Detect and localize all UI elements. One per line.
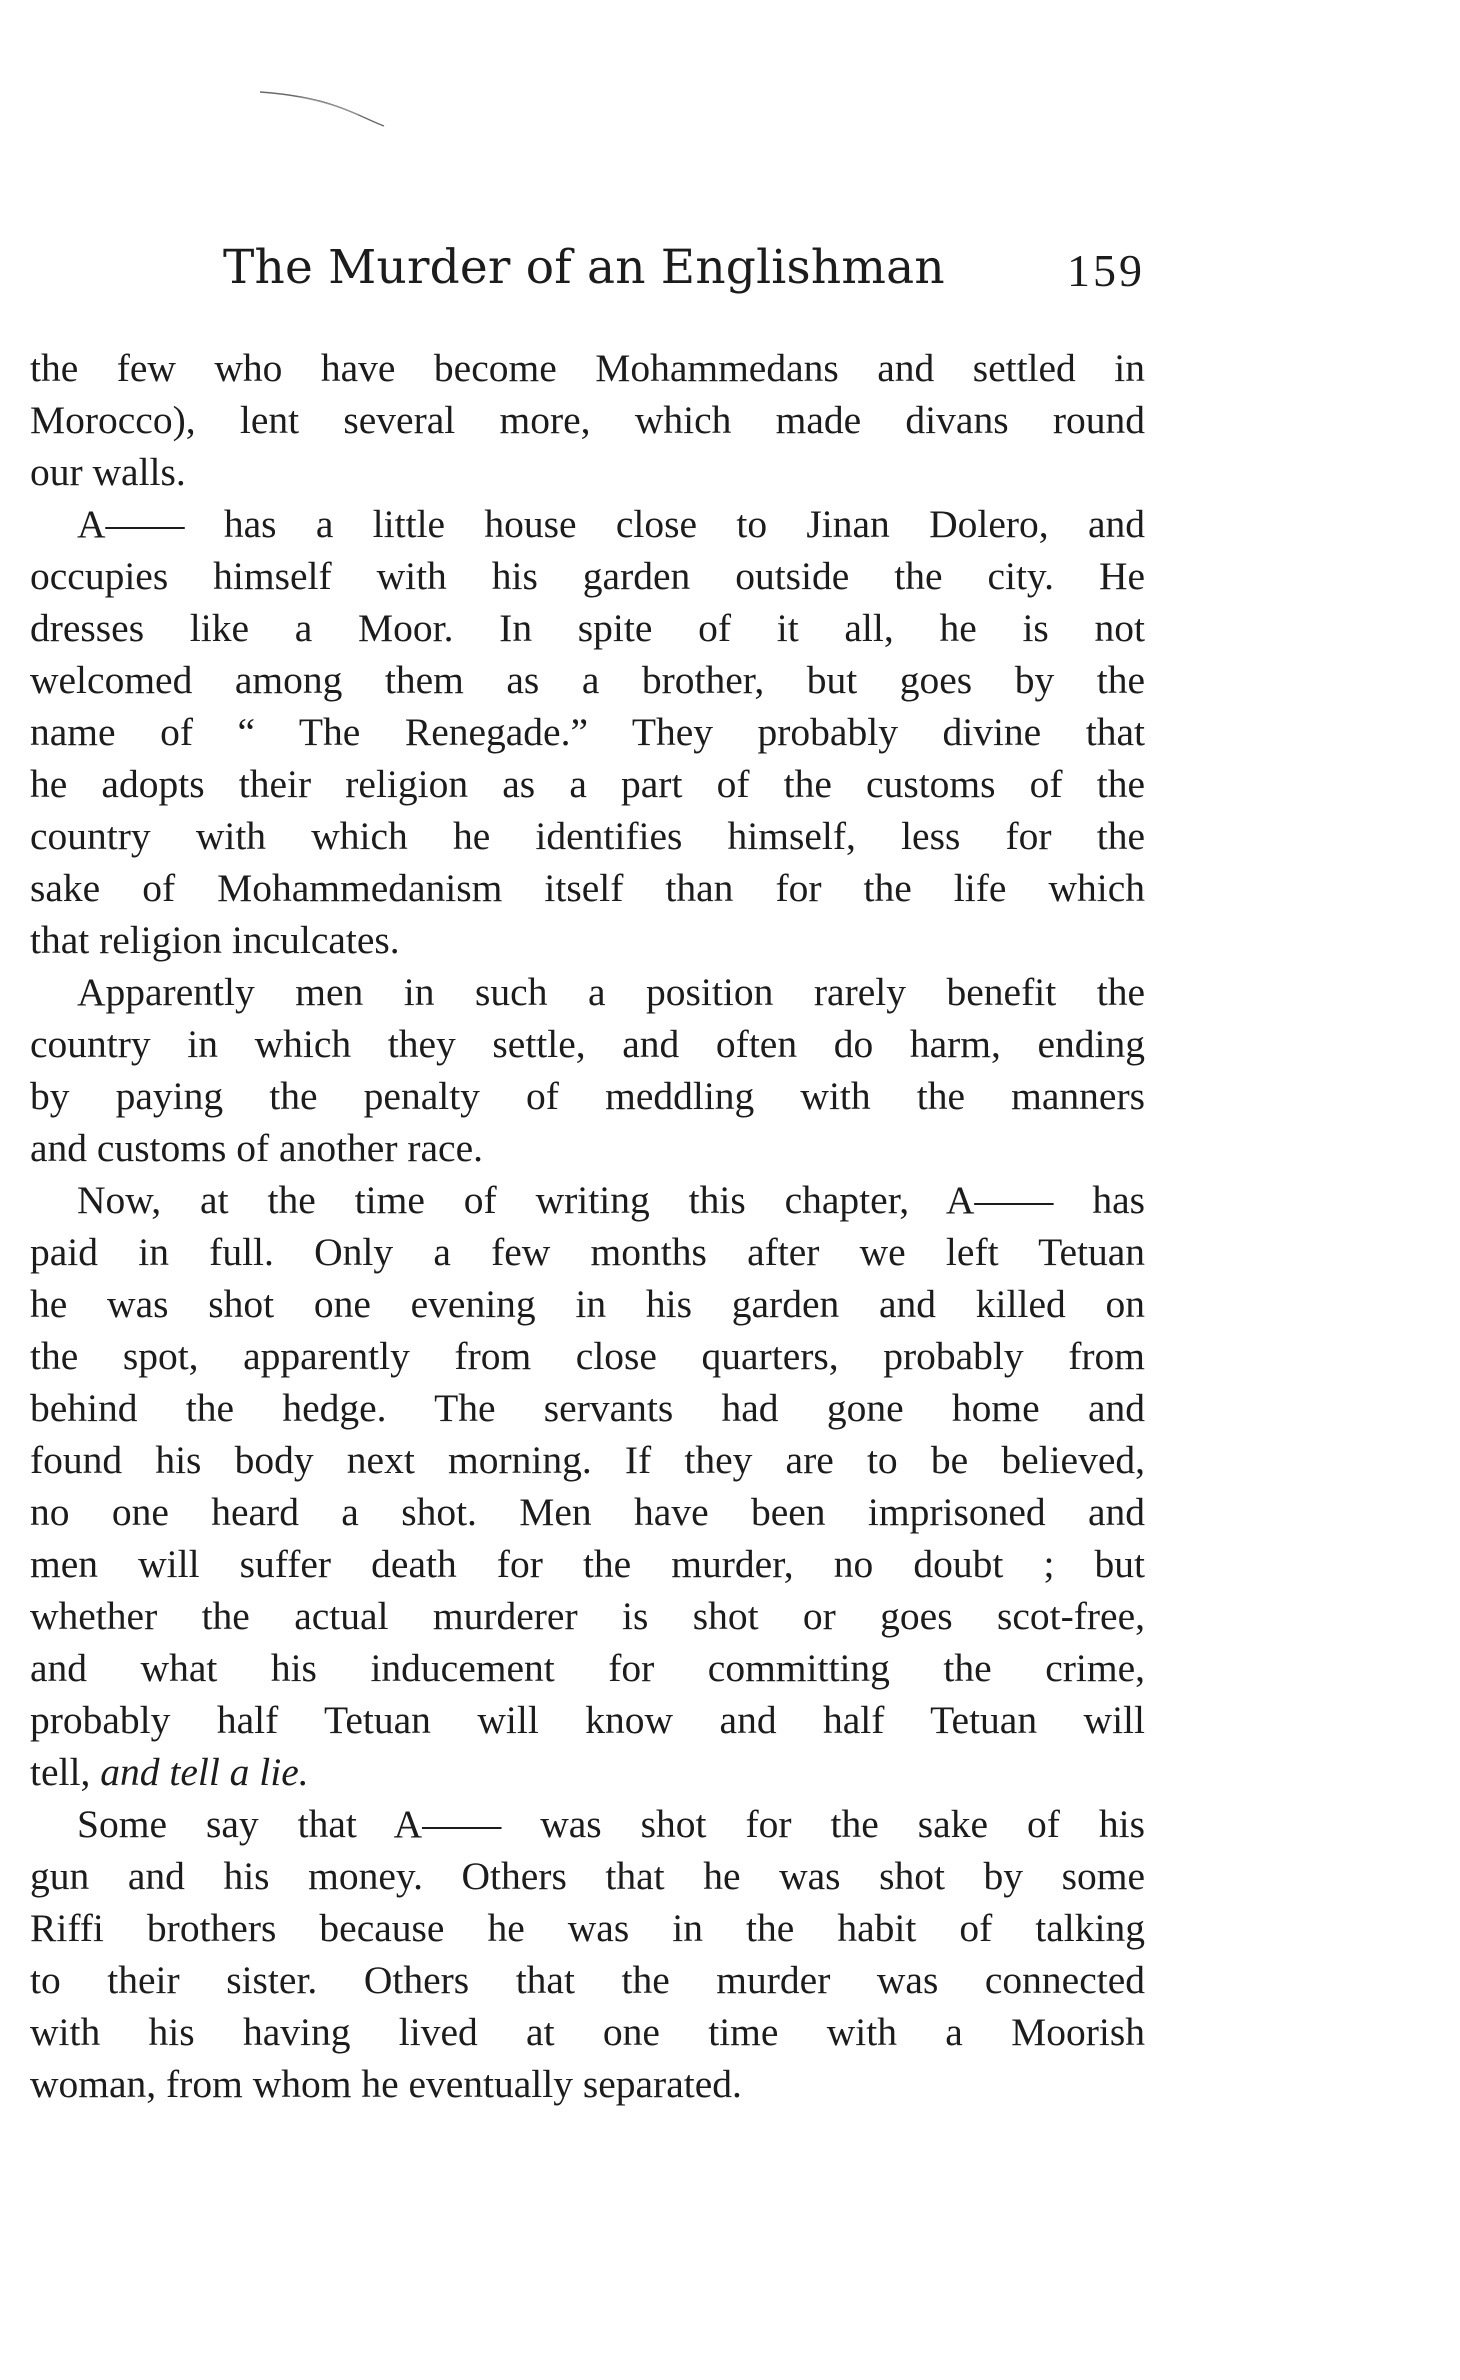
text-line: occupies himself with his garden outside the city. He: [30, 554, 1145, 598]
text-line: and customs of another race.: [30, 1126, 483, 1170]
text-line: Riffi brothers because he was in the habit of talking: [30, 1906, 1145, 1950]
text-line: that religion inculcates.: [30, 918, 400, 962]
text-line: Morocco), lent several more, which made divans round: [30, 398, 1145, 442]
text-line: paid in full. Only a few months after we left Tetuan: [30, 1230, 1145, 1274]
text-line: whether the actual murderer is shot or goes scot-free,: [30, 1594, 1145, 1638]
text-line: behind the hedge. The servants had gone home and: [30, 1386, 1145, 1430]
text-line: men will suffer death for the murder, no doubt ; but: [30, 1542, 1145, 1586]
text-line: he adopts their religion as a part of the customs of the: [30, 762, 1145, 806]
text-line: probably half Tetuan will know and half Tetuan will: [30, 1698, 1145, 1742]
running-head: [30, 240, 1145, 310]
text-line: dresses like a Moor. In spite of it all, he is not: [30, 606, 1145, 650]
text-line: the few who have become Mohammedans and settled in: [30, 346, 1145, 390]
text-line: our walls.: [30, 450, 186, 494]
text-line: welcomed among them as a brother, but goes by the: [30, 658, 1145, 702]
text-line: woman, from whom he eventually separated.: [30, 2062, 742, 2106]
text-line: gun and his money. Others that he was shot by some: [30, 1854, 1145, 1898]
text-line-with-italic: [30, 1746, 1145, 1798]
text-fragment: tell,: [30, 1750, 91, 1794]
text-line: country in which they settle, and often do harm, ending: [30, 1022, 1145, 1066]
text-line: no one heard a shot. Men have been imprisoned and: [30, 1490, 1145, 1534]
text-line: country with which he identifies himself, less for the: [30, 814, 1145, 858]
body-text: [30, 342, 1145, 2110]
text-line: the spot, apparently from close quarters, probably from: [30, 1334, 1145, 1378]
paragraph-first-line: Some say that A—— was shot for the sake of his: [77, 1802, 1145, 1846]
text-line: with his having lived at one time with a Moorish: [30, 2010, 1145, 2054]
text-line: by paying the penalty of meddling with the manners: [30, 1074, 1145, 1118]
running-title: The Murder of an Englishman: [223, 240, 945, 295]
scan-smudge-mark: [258, 88, 388, 128]
paragraph-first-line: A—— has a little house close to Jinan Dolero, and: [77, 502, 1145, 546]
text-line: and what his inducement for committing the crime,: [30, 1646, 1145, 1690]
text-line: he was shot one evening in his garden and killed on: [30, 1282, 1145, 1326]
page-number: 159: [1067, 245, 1145, 296]
italic-phrase: and tell a lie.: [100, 1750, 309, 1794]
paragraph-first-line: Now, at the time of writing this chapter, A—— has: [77, 1178, 1145, 1222]
text-line: name of “ The Renegade.” They probably divine that: [30, 710, 1145, 754]
text-line: sake of Mohammedanism itself than for the life which: [30, 866, 1145, 910]
text-line: found his body next morning. If they are to be believed,: [30, 1438, 1145, 1482]
text-line: to their sister. Others that the murder was connected: [30, 1958, 1145, 2002]
paragraph-first-line: Apparently men in such a position rarely benefit the: [77, 970, 1145, 1014]
